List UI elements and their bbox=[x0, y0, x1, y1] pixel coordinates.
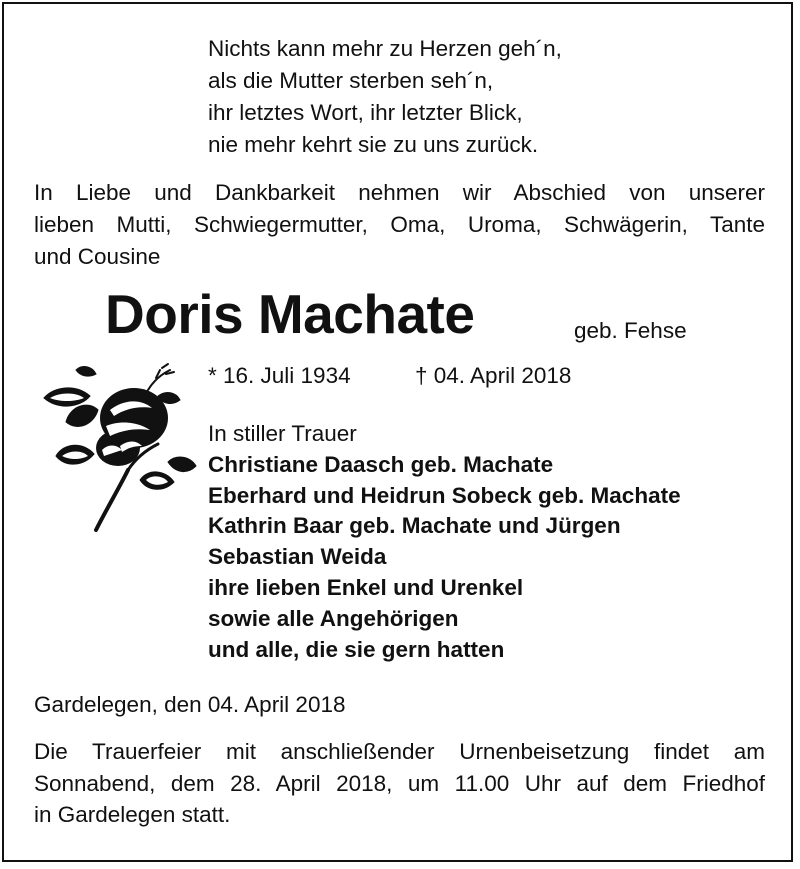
intro-line: In Liebe und Dankbarkeit nehmen wir Abschied von unserer bbox=[34, 180, 765, 205]
mourner-line: Sebastian Weida bbox=[208, 544, 387, 570]
funeral-line: Die Trauerfeier mit anschließender Urnenbeisetzung findet am bbox=[34, 739, 765, 764]
deceased-name: Doris Machate bbox=[105, 283, 475, 345]
born-name: geb. Fehse bbox=[574, 318, 687, 343]
place-date: Gardelegen, den 04. April 2018 bbox=[34, 692, 346, 717]
mourner-line: Kathrin Baar geb. Machate und Jürgen bbox=[208, 513, 621, 539]
mourner-line: sowie alle Angehörigen bbox=[208, 605, 459, 631]
intro-line: und Cousine bbox=[34, 244, 161, 269]
intro-text bbox=[34, 177, 765, 273]
mourners-intro: In stiller Trauer bbox=[208, 421, 357, 446]
poem-line: Nichts kann mehr zu Herzen geh´n, bbox=[208, 36, 562, 61]
poem-line: nie mehr kehrt sie zu uns zurück. bbox=[208, 132, 539, 157]
mourner-line: ihre lieben Enkel und Urenkel bbox=[208, 574, 524, 600]
mourner-line: und alle, die sie gern hatten bbox=[208, 636, 505, 662]
mourner-line: Christiane Daasch geb. Machate bbox=[208, 451, 554, 477]
mourners bbox=[208, 418, 681, 664]
funeral-line: Sonnabend, dem 28. April 2018, um 11.00 Uhr auf dem Friedhof bbox=[34, 770, 765, 796]
poem-line: ihr letztes Wort, ihr letzter Blick, bbox=[208, 100, 523, 125]
funeral-notice bbox=[34, 736, 765, 831]
death-date: † 04. April 2018 bbox=[415, 363, 572, 388]
rose-icon bbox=[36, 360, 202, 540]
mourner-line: Eberhard und Heidrun Sobeck geb. Machate bbox=[208, 482, 681, 508]
intro-line: lieben Mutti, Schwiegermutter, Oma, Uroma, Schwägerin, Tante bbox=[34, 212, 765, 237]
poem bbox=[208, 33, 562, 161]
birth-date: * 16. Juli 1934 bbox=[208, 363, 351, 388]
poem-line: als die Mutter sterben seh´n, bbox=[208, 68, 494, 93]
funeral-line: in Gardelegen statt. bbox=[34, 802, 231, 827]
